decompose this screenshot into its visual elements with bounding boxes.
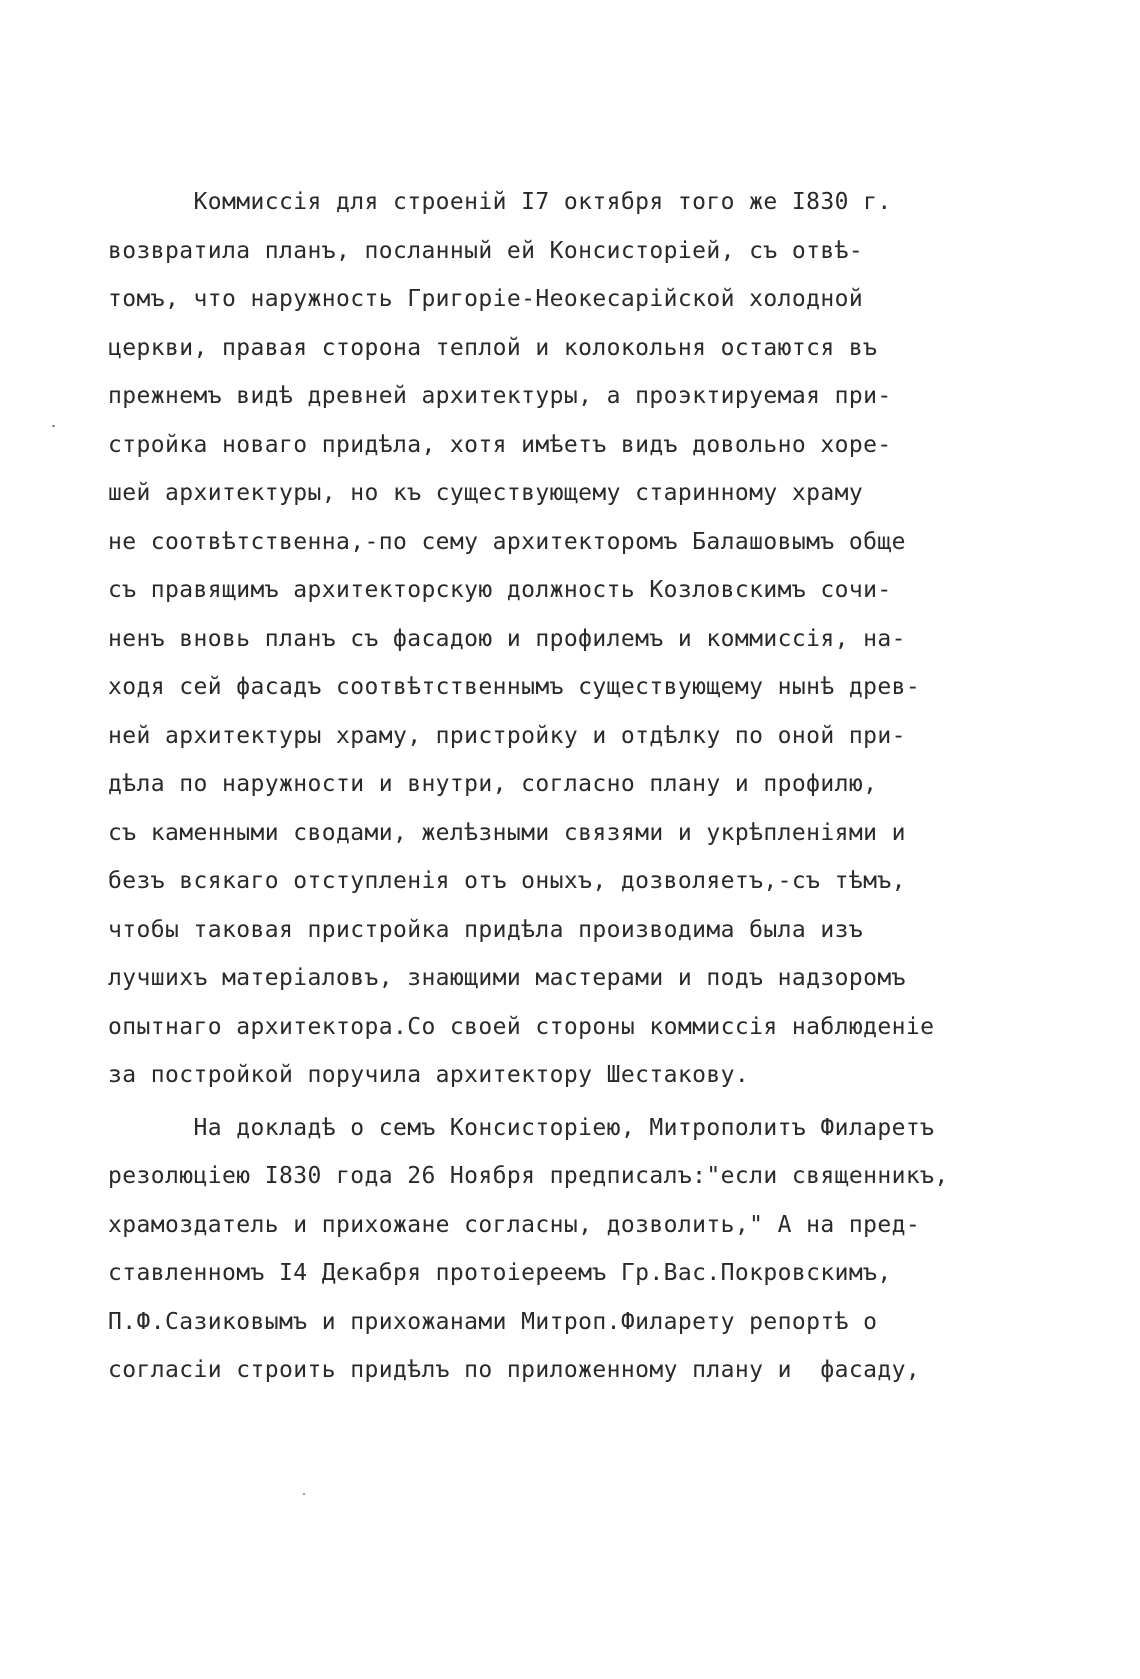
paragraph-1 — [108, 178, 1068, 1100]
text-line: ставленномъ I4 Декабря протоіереемъ Гр.Вас.Покровскимъ, — [108, 1260, 892, 1286]
text-line: чтобы таковая пристройка придѣла производима была изъ — [108, 916, 864, 943]
text-line: храмоздатель и прихожане согласны, дозволить," А на пред- — [108, 1211, 921, 1238]
text-line: дѣла по наружности и внутри, согласно плану и профилю, — [108, 771, 878, 797]
text-line: ненъ вновь планъ съ фасадою и профилемъ и коммиссія, на- — [108, 625, 906, 652]
paragraph-2 — [108, 1104, 1068, 1395]
scan-speck — [52, 425, 55, 427]
text-line: шей архитектуры, но къ существующему старинному храму — [108, 480, 864, 506]
text-line: возвратила планъ, посланный ей Консисторіей, съ отвѣ- — [108, 237, 864, 264]
text-line: томъ, что наружность Григоріе-Неокесарійской холодной — [108, 286, 864, 312]
text-line: согласіи строить придѣлъ по приложенному плану и фасаду, — [108, 1357, 921, 1383]
text-line: съ каменными сводами, желѣзными связями и укрѣпленіями и — [108, 819, 906, 846]
text-line: П.Ф.Сазиковымъ и прихожанами Митроп.Филарету репортѣ о — [108, 1308, 878, 1335]
typescript-body — [108, 178, 1068, 1395]
text-line: безъ всякаго отступленія отъ оныхъ, дозволяетъ,-съ тѣмъ, — [108, 868, 906, 894]
text-line: стройка новаго придѣла, хотя имѣетъ видъ довольно хоре- — [108, 431, 892, 458]
text-line: за постройкой поручила архитектору Шестакову. — [108, 1062, 750, 1088]
text-line: не соотвѣтственна,-по сему архитекторомъ Балашовымъ обще — [108, 528, 906, 555]
text-line: церкви, правая сторона теплой и колокольня остаются въ — [108, 334, 878, 361]
text-line: съ правящимъ архитекторскую должность Козловскимъ сочи- — [108, 577, 892, 603]
text-line: Коммиссія для строеній I7 октября того же I830 г. — [108, 189, 892, 215]
text-line: опытнаго архитектора.Со своей стороны коммиссія наблюденіе — [108, 1013, 935, 1040]
text-line: резолюціею I830 года 26 Ноября предписалъ:"если священникъ, — [108, 1163, 949, 1189]
scan-speck — [303, 1493, 305, 1495]
text-line: лучшихъ матеріаловъ, знающими мастерами и подъ надзоромъ — [108, 965, 906, 991]
text-line: ходя сей фасадъ соотвѣтственнымъ существующему нынѣ древ- — [108, 674, 921, 700]
text-line: ней архитектуры храму, пристройку и отдѣлку по оной при- — [108, 722, 906, 749]
text-line: На докладѣ о семъ Консисторіею, Митрополитъ Филаретъ — [108, 1114, 935, 1141]
text-line: прежнемъ видѣ древней архитектуры, а проэктируемая при- — [108, 383, 892, 409]
